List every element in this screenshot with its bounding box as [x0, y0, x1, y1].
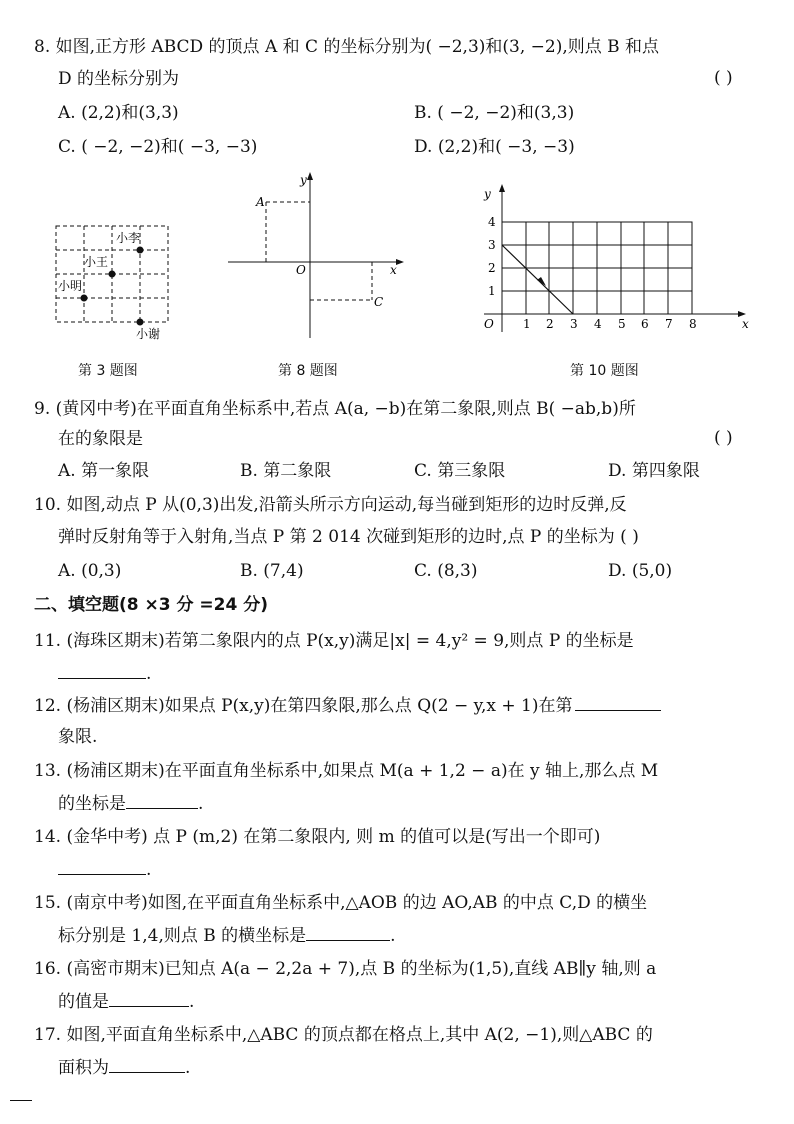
fig8-x-label: x — [390, 263, 397, 277]
fig10-x-label: x — [742, 317, 749, 331]
q16-line1: 16. (高密市期末)已知点 A(a − 2,2a + 7),点 B 的坐标为(1,5),直线 AB∥y 轴,则 a — [34, 959, 657, 979]
fig8-caption: 第 8 题图 — [278, 363, 338, 379]
q8-option-c: C. ( −2, −2)和( −3, −3) — [58, 137, 258, 157]
q8-option-d: D. (2,2)和( −3, −3) — [414, 137, 575, 157]
q14-answer-blank[interactable] — [58, 858, 146, 875]
fig8-y-label: y — [300, 173, 307, 187]
fig3-label-2: 小王 — [84, 255, 109, 269]
fig3-label-1: 小李 — [116, 231, 141, 245]
figure-3 — [50, 220, 180, 340]
q8-line1: 8. 如图,正方形 ABCD 的顶点 A 和 C 的坐标分别为( −2,3)和(3, −2),则点 B 和点 — [34, 37, 660, 57]
q10-line1: 10. 如图,动点 P 从(0,3)出发,沿箭头所示方向运动,每当碰到矩形的边时反弹,反 — [34, 495, 627, 515]
q14-line2: . — [58, 858, 151, 881]
q8-option-b: B. ( −2, −2)和(3,3) — [414, 103, 575, 123]
q12-answer-blank[interactable] — [575, 694, 661, 711]
q13-line1: 13. (杨浦区期末)在平面直角坐标系中,如果点 M(a + 1,2 − a)在 y 轴上,那么点 M — [34, 761, 659, 781]
fig10-x-tick-1: 1 — [523, 317, 531, 331]
fig10-x-tick-7: 7 — [665, 317, 673, 331]
fig10-x-tick-6: 6 — [641, 317, 649, 331]
q14-line1: 14. (金华中考) 点 P (m,2) 在第二象限内, 则 m 的值可以是(写出一个即可) — [34, 827, 601, 847]
q10-option-b: B. (7,4) — [240, 561, 304, 581]
q9-option-c: C. 第三象限 — [414, 461, 506, 481]
fig10-x-tick-4: 4 — [594, 317, 602, 331]
q17-answer-blank[interactable] — [109, 1056, 185, 1073]
q17-line1: 17. 如图,平面直角坐标系中,△ABC 的顶点都在格点上,其中 A(2, −1),则△ABC 的 — [34, 1025, 653, 1045]
fig10-origin-label: O — [484, 317, 494, 331]
q16-answer-blank[interactable] — [109, 990, 189, 1007]
q9-option-d: D. 第四象限 — [608, 461, 700, 481]
q9-option-a: A. 第一象限 — [58, 461, 150, 481]
fig10-y-tick-3: 3 — [488, 238, 496, 252]
q13-line2: 的坐标是 . — [58, 794, 204, 814]
q8-option-a: A. (2,2)和(3,3) — [58, 103, 179, 123]
fig10-x-tick-8: 8 — [689, 317, 697, 331]
fig10-x-tick-5: 5 — [618, 317, 626, 331]
q11-answer-blank[interactable] — [58, 662, 146, 679]
q10-option-d: D. (5,0) — [608, 561, 673, 581]
q15-answer-blank[interactable] — [306, 924, 390, 941]
q15-line1: 15. (南京中考)如图,在平面直角坐标系中,△AOB 的边 AO,AB 的中点 C,D 的横坐 — [34, 893, 648, 913]
q9-line2: 在的象限是 — [58, 429, 143, 449]
fig10-y-tick-2: 2 — [488, 261, 496, 275]
fig8-point-c-label: C — [374, 295, 384, 309]
q11-line2: . — [58, 662, 151, 685]
q8-line2: D 的坐标分别为 — [58, 69, 180, 89]
q12-line2: 象限. — [58, 727, 98, 747]
fig10-y-tick-1: 1 — [488, 284, 496, 298]
fig10-y-tick-4: 4 — [488, 215, 496, 229]
q13-answer-blank[interactable] — [126, 792, 198, 809]
fig10-x-tick-2: 2 — [546, 317, 554, 331]
figure-10 — [470, 182, 760, 342]
q10-option-c: C. (8,3) — [414, 561, 478, 581]
section-fill-in-title: 二、填空题(8 ×3 分 =24 分) — [34, 595, 269, 615]
q9-option-b: B. 第二象限 — [240, 461, 332, 481]
q8-answer-paren: ( ) — [714, 68, 733, 88]
q17-line2: 面积为 . — [58, 1058, 191, 1078]
fig3-caption: 第 3 题图 — [78, 363, 138, 379]
q9-answer-paren: ( ) — [714, 428, 733, 448]
q12-line1: 12. (杨浦区期末)如果点 P(x,y)在第四象限,那么点 Q(2 − y,x + 1)在第 — [34, 694, 661, 717]
q10-line2: 弹时反射角等于入射角,当点 P 第 2 014 次碰到矩形的边时,点 P 的坐标为 ( ) — [58, 527, 639, 547]
q11-line1: 11. (海珠区期末)若第二象限内的点 P(x,y)满足|x| = 4,y² = 9,则点 P 的坐标是 — [34, 631, 634, 651]
q16-line2: 的值是 . — [58, 992, 195, 1012]
q15-line2: 标分别是 1,4,则点 B 的横坐标是 . — [58, 926, 396, 946]
fig10-caption: 第 10 题图 — [570, 363, 639, 379]
fig10-x-tick-3: 3 — [570, 317, 578, 331]
fig10-y-label: y — [484, 187, 491, 201]
fig3-label-3: 小明 — [58, 279, 83, 293]
figure-8 — [224, 170, 408, 342]
fig3-label-4: 小谢 — [136, 327, 161, 340]
q9-line1: 9. (黄冈中考)在平面直角坐标系中,若点 A(a, −b)在第二象限,则点 B( −ab,b)所 — [34, 399, 636, 419]
page-bottom-rule — [10, 1100, 32, 1101]
fig8-origin-label: O — [296, 263, 306, 277]
fig8-point-a-label: A — [256, 195, 265, 209]
q10-option-a: A. (0,3) — [58, 561, 122, 581]
